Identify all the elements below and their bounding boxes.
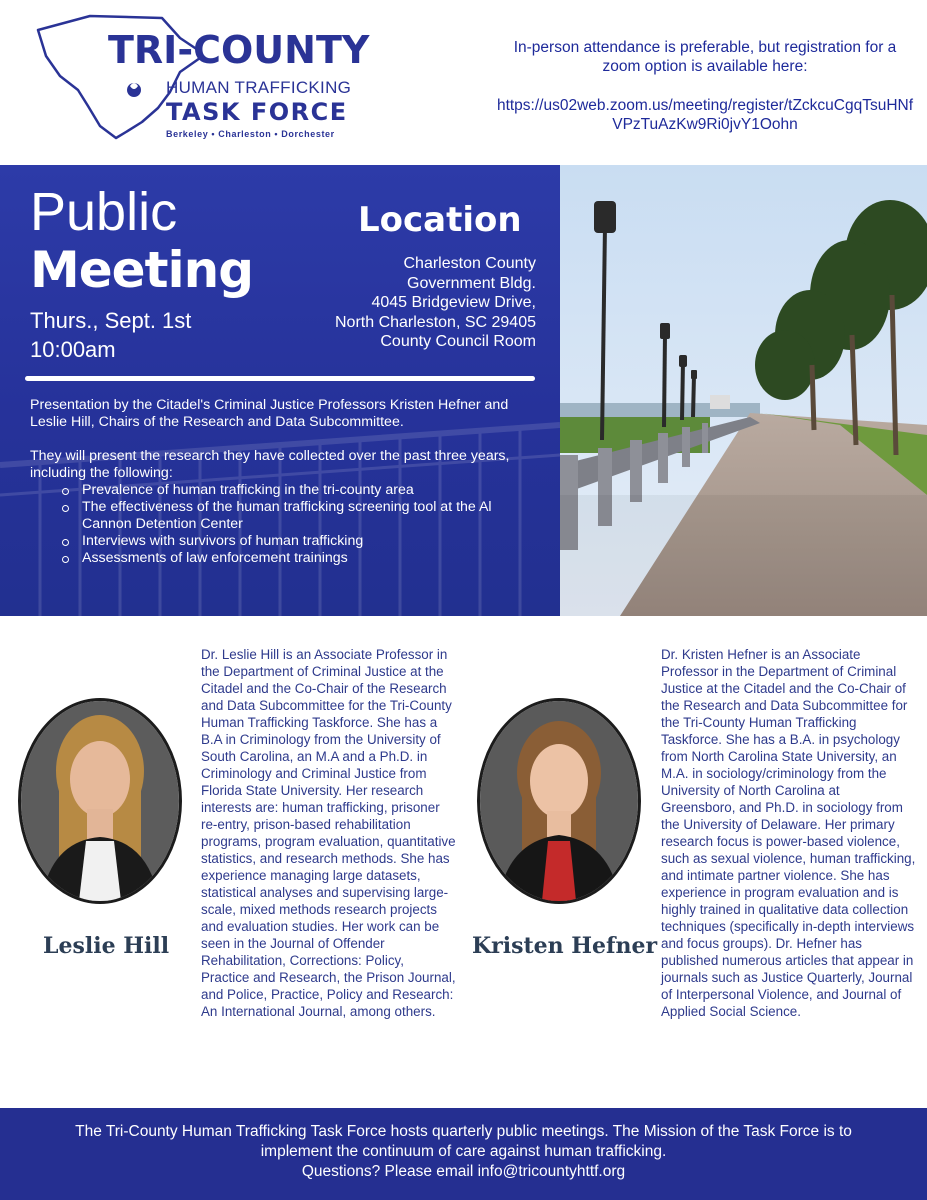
location-address bbox=[290, 254, 536, 352]
waterfront-photo bbox=[560, 165, 927, 616]
list-item: Interviews with survivors of human trafficking bbox=[62, 533, 540, 550]
leslie-hill-portrait bbox=[21, 701, 179, 901]
list-item: The effectiveness of the human trafficking screening tool at the Al Cannon Detention Center bbox=[62, 499, 540, 533]
logo-line-3: TASK FORCE bbox=[166, 98, 348, 126]
zoom-notice-text: In-person attendance is preferable, but registration for a zoom option is available here: bbox=[513, 39, 897, 75]
location-line: North Charleston, SC 29405 bbox=[335, 313, 536, 331]
footer-mission: The Tri-County Human Trafficking Task Force hosts quarterly public meetings. The Mission of the Task Force is to implement the continuum of care against human trafficking. bbox=[75, 1123, 852, 1160]
footer bbox=[0, 1108, 927, 1200]
footer-questions: Questions? Please email info@tricountyhttf.org bbox=[301, 1163, 626, 1180]
list-item: Assessments of law enforcement trainings bbox=[62, 550, 540, 567]
avatar bbox=[477, 698, 641, 904]
logo-line-1: TRI-COUNTY bbox=[108, 28, 370, 72]
speaker-bio: Dr. Leslie Hill is an Associate Professor in the Department of Criminal Justice at the Citadel and the Co-Chair of the Research and Data Subcommittee for the Tri-County Human Trafficking Taskforce. She has a B.A in Criminology from the University of South Carolina, an M.A and a Ph.D. in Criminology and Criminal Justice from Florida State University. Her research interests are: human trafficking, prisoner re-entry, prison-based rehabilitation programs, program evaluation, quantitative statistics, and research methods. She has experience managing large datasets, statistical analyses and supervising large-scale, mixed methods research projects and evaluation studies. Her work can be seen in the Journal of Offender Rehabilitation, Corrections: Policy, Practice and Research, the Prison Journal, and Police, Practice, Policy and Research: An International Journal, among others. bbox=[201, 647, 456, 1019]
speaker-name: Kristen Hefner bbox=[472, 933, 658, 959]
location-line: County Council Room bbox=[380, 333, 536, 350]
location-line: 4045 Bridgeview Drive, bbox=[371, 294, 536, 311]
location-line: Charleston County bbox=[403, 255, 536, 272]
speaker-name: Leslie Hill bbox=[43, 933, 170, 959]
zoom-registration-link[interactable]: https://us02web.zoom.us/meeting/register/tZckcuCgqTsuHNfVPzTuAzKw9Ri0jvY1Oohn bbox=[496, 97, 914, 133]
task-force-logo bbox=[30, 10, 370, 140]
location-line: Government Bldg. bbox=[407, 274, 536, 292]
meeting-title-bottom: Meeting bbox=[30, 241, 254, 299]
topics-list bbox=[30, 482, 540, 567]
description-intro: Presentation by the Citadel's Criminal Justice Professors Kristen Hefner and Leslie Hill, Chairs of the Research and Data Subcommittee. bbox=[30, 397, 509, 430]
meeting-title-top: Public bbox=[30, 182, 178, 242]
presentation-description bbox=[30, 397, 540, 567]
kristen-hefner-portrait bbox=[480, 701, 638, 901]
logo-counties: Berkeley • Charleston • Dorchester bbox=[166, 129, 335, 139]
speaker-bio: Dr. Kristen Hefner is an Associate Professor in the Department of Criminal Justice at the Citadel and the Co-Chair of the Research and Data Subcommittee for the Tri-County Human Trafficking Taskforce. She has a B.A. in psychology from North Carolina State University, an M.A. in sociology/criminology from the University of North Carolina at Greensboro, and Ph.D. in sociology from the University of Delaware. Her primary research focus is power-based violence, such as sexual violence, human trafficking, and intimate partner violence. She has experience in program evaluation and is highly trained in qualitative data collection techniques (specifically in-depth interviews and focus groups). Dr. Hefner has published numerous articles that appear in journals such as Justice Quarterly, Journal of Interpersonal Violence, and Journal of Applied Social Science. bbox=[661, 647, 916, 1019]
logo-line-2: HUMAN TRAFFICKING bbox=[166, 78, 352, 97]
list-item: Prevalence of human trafficking in the tri-county area bbox=[62, 482, 540, 499]
avatar bbox=[18, 698, 182, 904]
waterfront-park-image bbox=[560, 165, 927, 616]
meeting-time: 10:00am bbox=[30, 337, 116, 362]
meeting-when bbox=[30, 306, 191, 364]
location-heading: Location bbox=[358, 200, 522, 240]
header bbox=[0, 0, 927, 165]
description-lead: They will present the research they have collected over the past three years, including the following: bbox=[30, 448, 510, 481]
meeting-date: Thurs., Sept. 1st bbox=[30, 308, 192, 333]
zoom-notice bbox=[495, 38, 915, 134]
divider bbox=[25, 376, 535, 381]
